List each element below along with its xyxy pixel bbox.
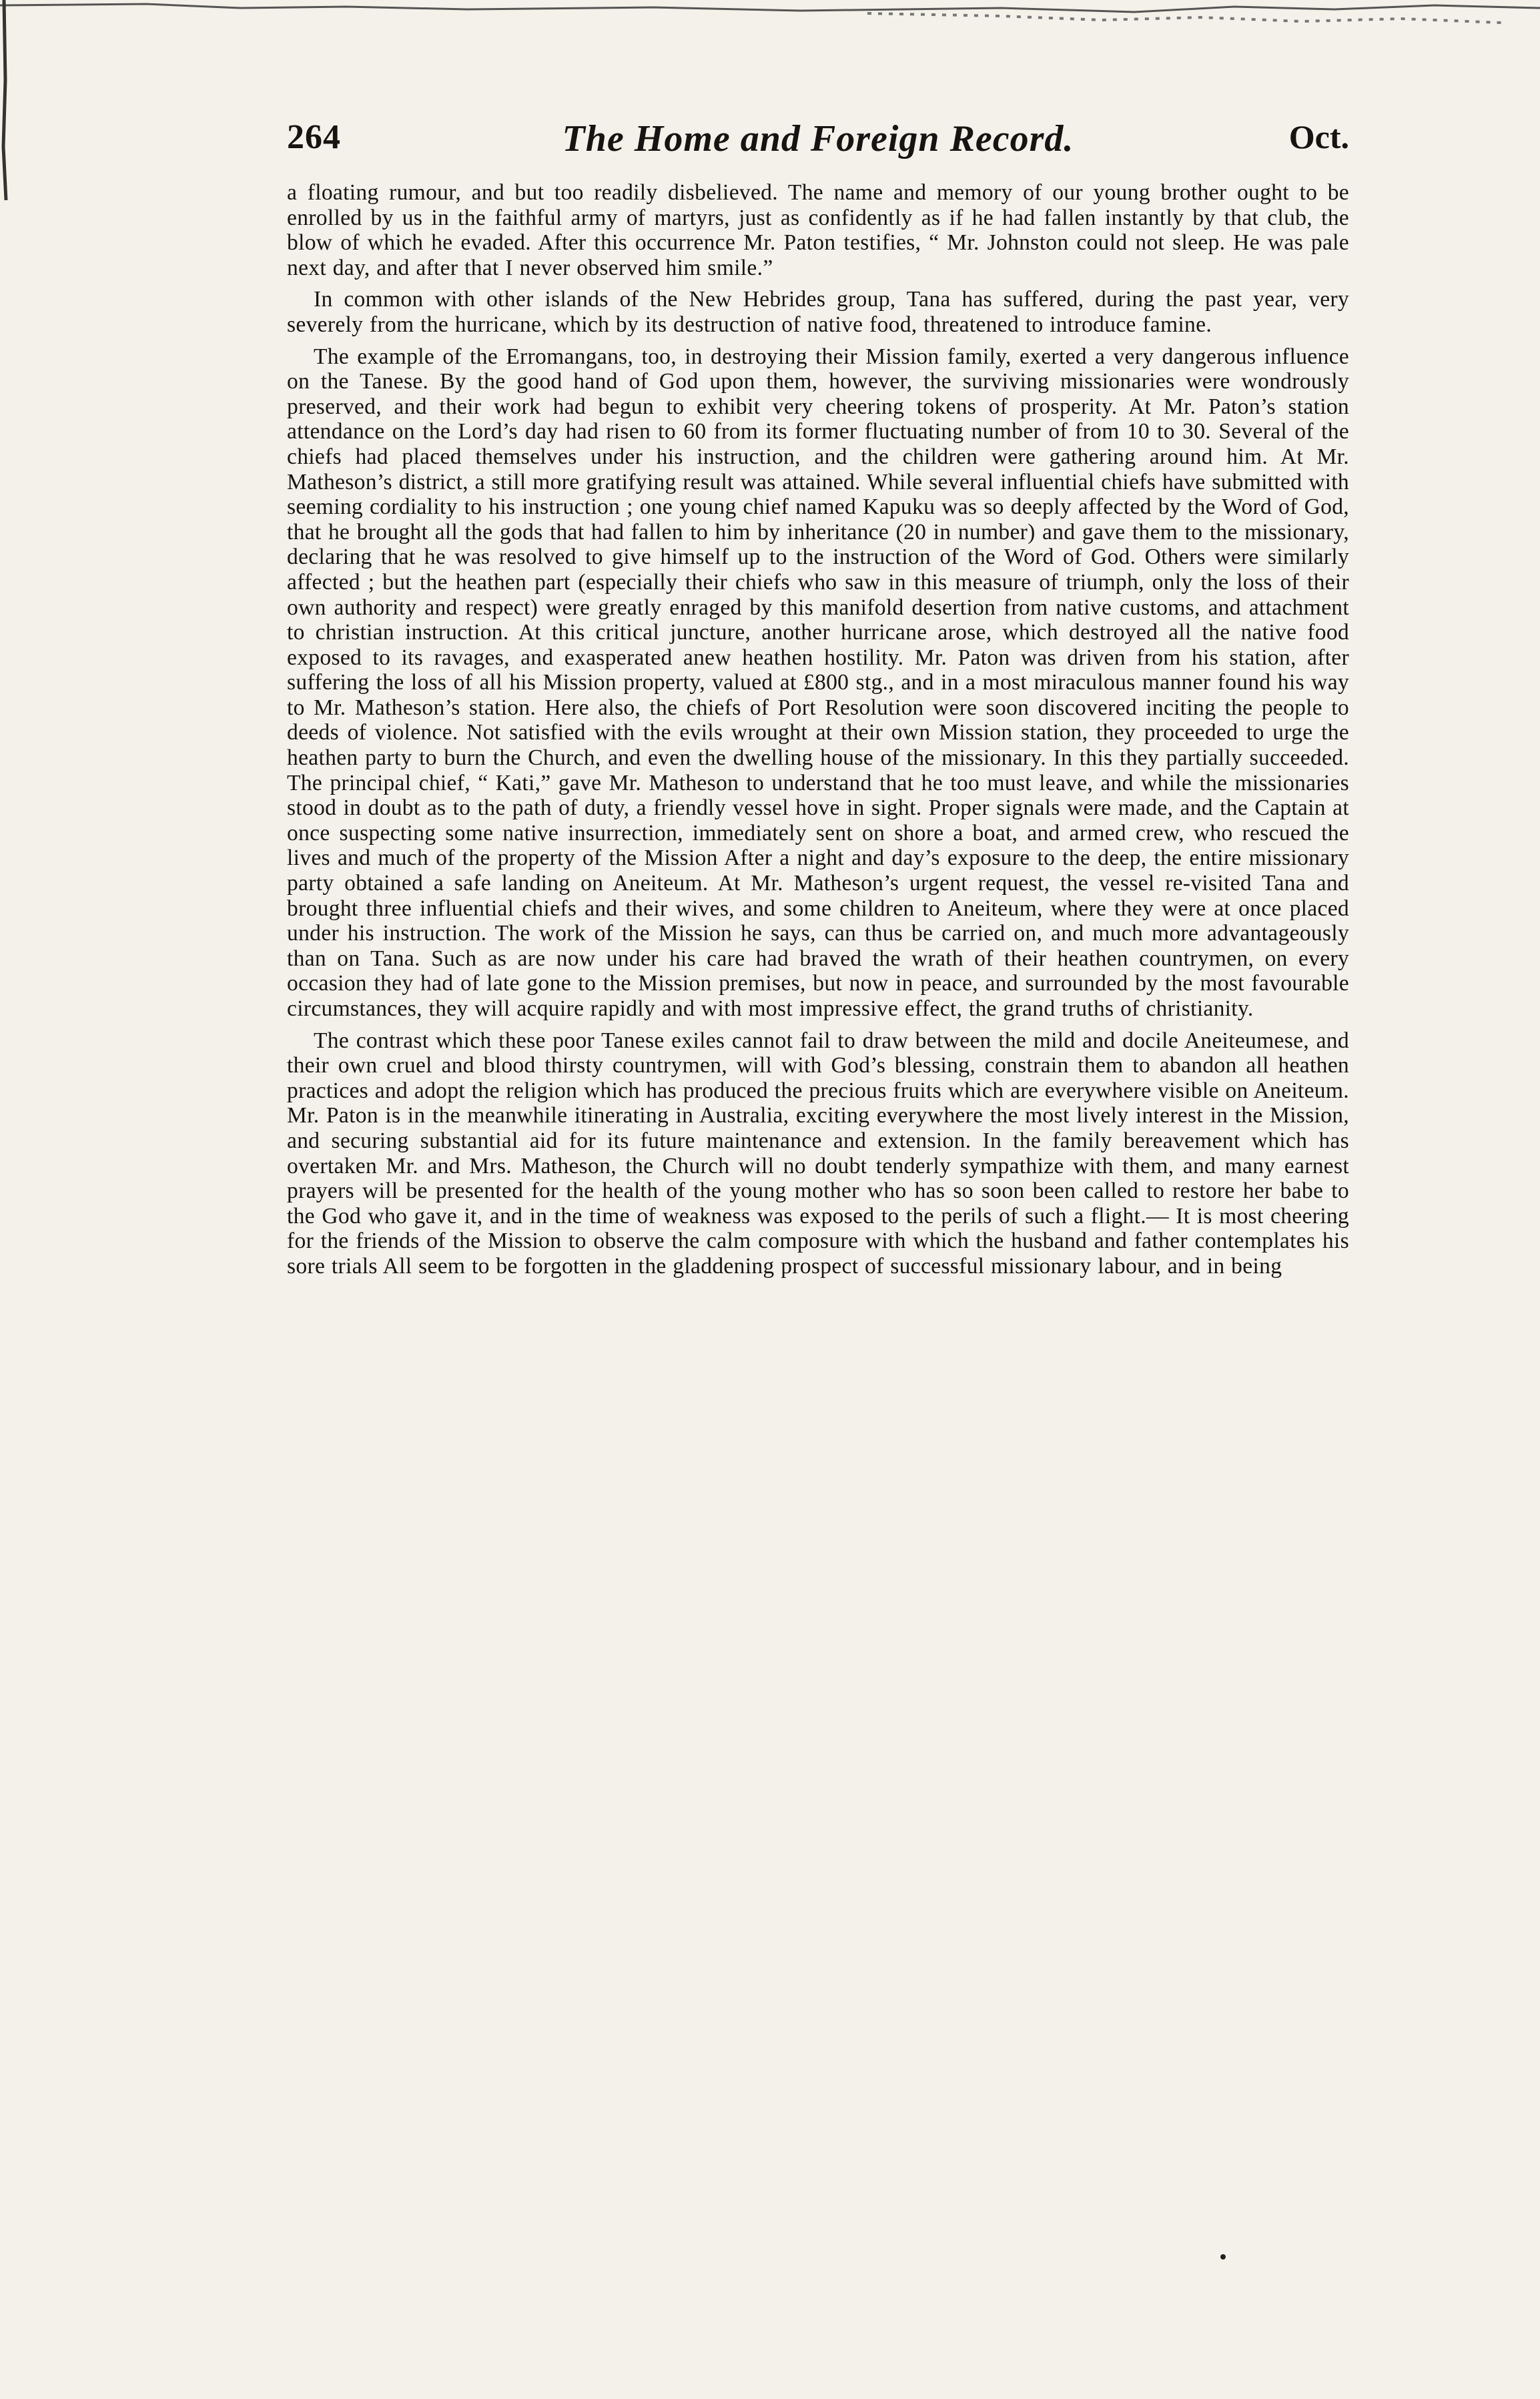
paragraph-2: In common with other islands of the New Hebrides group, Tana has suffered, during the past year, very severely from the hurricane, which by its destruction of native food, threatened to introduce famine. (287, 287, 1349, 337)
ink-speck (1220, 2254, 1226, 2260)
running-title: The Home and Foreign Record. (562, 118, 1074, 159)
issue-month: Oct. (1288, 118, 1349, 155)
page-number: 264 (287, 118, 341, 156)
page-header (287, 117, 1349, 164)
article-body (287, 180, 1349, 1279)
paragraph-1: a floating rumour, and but too readily disbelieved. The name and memory of our young brother ought to be enrolled by us in the faithful army of martyrs, just as confidently as if he had fallen instantly by that club, the blow of which he evaded. After this occurrence Mr. Paton testifies, “ Mr. Johnston could not sleep. He was pale next day, and after that I never observed him smile.” (287, 180, 1349, 280)
paragraph-3: The example of the Erromangans, too, in destroying their Mission family, exerted a very dangerous influence on the Tanese. By the good hand of God upon them, however, the surviving missionaries were wondrously preserved, and their work had begun to exhibit very cheering tokens of prosperity. At Mr. Paton’s station attendance on the Lord’s day had risen to 60 from its former fluctuating number of from 10 to 30. Several of the chiefs had placed themselves under his instruction, and the children were gathering around him. At Mr. Matheson’s district, a still more gratifying result was attained. While several influential chiefs have submitted with seeming cordiality to his instruction ; one young chief named Kapuku was so deeply affected by the Word of God, that he brought all the gods that had fallen to him by inheritance (20 in number) and gave them to the missionary, declaring that he was resolved to give himself up to the instruction of the Word of God. Others were similarly affected ; but the heathen part (especially their chiefs who saw in this measure of triumph, only the loss of their own authority and respect) were greatly enraged by this manifold desertion from native customs, and attachment to christian instruction. At this critical juncture, another hurricane arose, which destroyed all the native food exposed to its ravages, and exasperated anew heathen hostility. Mr. Paton was driven from his station, after suffering the loss of all his Mission property, valued at £800 stg., and in a most miraculous manner found his way to Mr. Matheson’s station. Here also, the chiefs of Port Resolution were soon discovered inciting the people to deeds of violence. Not satisfied with the evils wrought at their own Mission station, they proceeded to urge the heathen party to burn the Church, and even the dwelling house of the missionary. In this they partially succeeded. The principal chief, “ Kati,” gave Mr. Matheson to understand that he too must leave, and while the missionaries stood in doubt as to the path of duty, a friendly vessel hove in sight. Proper signals were made, and the Captain at once suspecting some native insurrection, immediately sent on shore a boat, and armed crew, who rescued the lives and much of the property of the Mission After a night and day’s exposure to the deep, the entire missionary party obtained a safe landing on Aneiteum. At Mr. Matheson’s urgent request, the vessel re-visited Tana and brought three influential chiefs and their wives, and some children to Aneiteum, where they were at once placed under his instruction. The work of the Mission he says, can thus be carried on, and much more advantageously than on Tana. Such as are now under his care had braved the wrath of their heathen countrymen, on every occasion they had of late gone to the Mission premises, but now in peace, and surrounded by the most favourable circumstances, they will acquire rapidly and with most impressive effect, the grand truths of christianity. (287, 344, 1349, 1021)
scan-edge-top (0, 0, 1540, 27)
scan-edge-left (0, 0, 20, 267)
paragraph-4: The contrast which these poor Tanese exiles cannot fail to draw between the mild and docile Aneiteumese, and their own cruel and blood thirsty countrymen, will with God’s blessing, constrain them to abandon all heathen practices and adopt the religion which has produced the precious fruits which are everywhere visible on Aneiteum. Mr. Paton is in the meanwhile itinerating in Australia, exciting everywhere the most lively interest in the Mission, and securing substantial aid for its future maintenance and extension. In the family bereavement which has overtaken Mr. and Mrs. Matheson, the Church will no doubt tenderly sympathize with them, and many earnest prayers will be presented for the health of the young mother who has so soon been called to restore her babe to the God who gave it, and in the time of weakness was exposed to the perils of such a flight.— It is most cheering for the friends of the Mission to observe the calm composure with which the husband and father contemplates his sore trials All seem to be forgotten in the gladdening prospect of successful missionary labour, and in being (287, 1028, 1349, 1279)
